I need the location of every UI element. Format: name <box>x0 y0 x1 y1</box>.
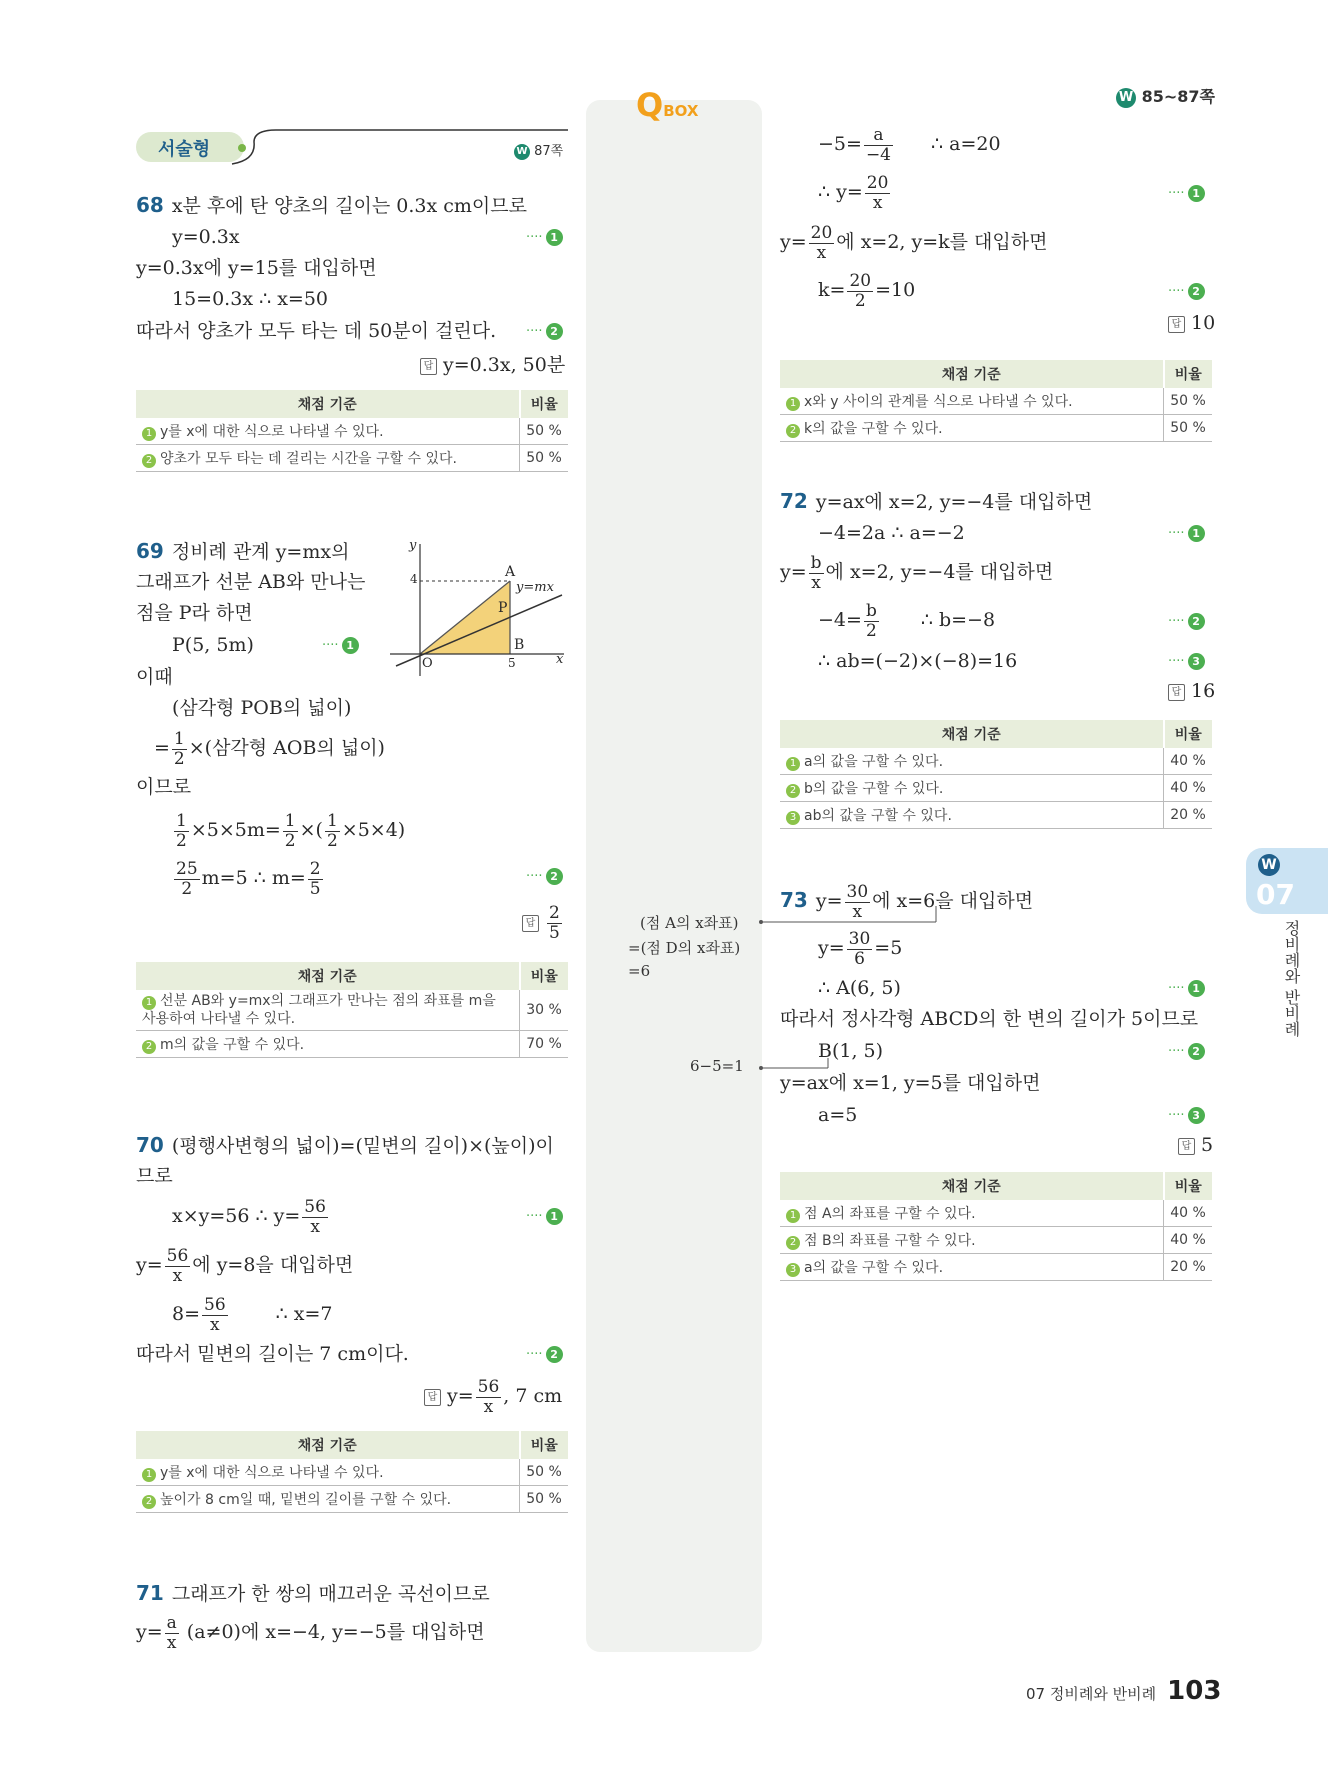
fraction: $\frac{2}{5}$ <box>309 858 321 899</box>
ratio-head: 비율 <box>520 390 569 418</box>
p73-line5: B(1, 5) <box>818 1040 884 1062</box>
p69-line5: 이때 <box>136 666 173 688</box>
crit-item: 2 점 B의 좌표를 구할 수 있다. <box>780 1227 1164 1254</box>
crit-ratio: 50 % <box>1164 415 1213 442</box>
crit-ratio: 40 % <box>1164 748 1213 775</box>
p69-line7: = $\frac{1}{2}$ ×(삼각형 AOB의 넓이) <box>154 728 385 769</box>
p68-text1: x분 후에 탄 양초의 길이는 0.3x cm이므로 <box>171 195 527 217</box>
p72-num: 72 <box>780 489 808 513</box>
step-marker: ···· 3 <box>1168 653 1205 670</box>
ratio-head: 비율 <box>520 962 569 990</box>
graph-label-x: x <box>556 652 564 667</box>
p70-line5: 8= $\frac{56}{x}$ ∴ x=7 <box>172 1294 333 1335</box>
p68-criteria-table <box>136 390 568 472</box>
ratio-head: 비율 <box>1164 720 1213 748</box>
graph-label-line: y=mx <box>516 580 554 595</box>
p73-answer: 답 5 <box>1178 1134 1213 1156</box>
p73-side-note2: =(점 D의 x좌표) <box>628 939 741 957</box>
p72-line1: 72 y=ax에 x=2, y=−4를 대입하면 <box>780 489 1093 513</box>
crit-item: 2 b의 값을 구할 수 있다. <box>780 775 1164 802</box>
crit-item: 2 m의 값을 구할 수 있다. <box>136 1031 520 1058</box>
fraction: $\frac{1}{2}$ <box>326 810 338 851</box>
crit-ratio: 50 % <box>520 418 569 445</box>
p68-line4: 15=0.3x ∴ x=50 <box>172 288 329 310</box>
answer-icon: 답 <box>522 915 539 932</box>
p72-line2: −4=2a ∴ a=−2 <box>818 522 965 544</box>
answer-icon: 답 <box>424 1389 441 1406</box>
step-marker: ···· 2 <box>526 323 563 340</box>
p73-num: 73 <box>780 888 808 912</box>
p69-line2: 그래프가 선분 AB와 만나는 <box>136 571 366 593</box>
crit-ratio: 50 % <box>1164 388 1213 415</box>
p69-graph <box>388 540 568 680</box>
crit-item: 2 k의 값을 구할 수 있다. <box>780 415 1164 442</box>
section-banner <box>136 128 568 166</box>
p71-right-line2: ∴ y= $\frac{20}{x}$ <box>818 172 889 213</box>
p71-answer: 답 10 <box>1168 312 1215 334</box>
p71-line1 <box>136 1580 490 1607</box>
p68-line5: 따라서 양초가 모두 타는 데 50분이 걸린다. <box>136 320 497 342</box>
graph-label-b: B <box>514 637 525 653</box>
p73-line7: a=5 <box>818 1104 858 1126</box>
p71-num: 71 <box>136 1581 164 1605</box>
p70-line4: y= $\frac{56}{x}$ 에 y=8을 대입하면 <box>136 1245 354 1286</box>
step-marker: ···· 1 <box>526 1208 563 1225</box>
step-marker: ···· 2 <box>1168 1043 1205 1060</box>
p69-text1: 정비례 관계 y=mx의 <box>171 541 350 563</box>
p71-right-line3: y= $\frac{20}{x}$ 에 x=2, y=k를 대입하면 <box>780 222 1048 263</box>
step-marker: ···· 1 <box>1168 980 1205 997</box>
step-marker: ···· 2 <box>526 868 563 885</box>
crit-item: 2 높이가 8 cm일 때, 밑변의 길이를 구할 수 있다. <box>136 1486 520 1513</box>
crit-ratio: 40 % <box>1164 1227 1213 1254</box>
footer <box>1026 1676 1221 1706</box>
step-marker: ···· 1 <box>1168 525 1205 542</box>
p70-line2: 므로 <box>136 1165 173 1187</box>
p71-text1: 그래프가 한 쌍의 매끄러운 곡선이므로 <box>171 1583 490 1605</box>
ratio-head: 비율 <box>520 1431 569 1459</box>
crit-head: 채점 기준 <box>136 962 520 990</box>
p68-num: 68 <box>136 193 164 217</box>
p69-line8: 이므로 <box>136 776 192 798</box>
p72-criteria-table <box>780 720 1212 829</box>
p69-line6: (삼각형 POB의 넓이) <box>172 697 352 719</box>
p73-line3: ∴ A(6, 5) <box>818 977 901 999</box>
graph-label-p: P <box>498 600 508 616</box>
crit-ratio: 40 % <box>1164 775 1213 802</box>
ratio-head: 비율 <box>1164 360 1213 388</box>
crit-ratio: 40 % <box>1164 1200 1213 1227</box>
crit-head: 채점 기준 <box>780 360 1164 388</box>
answer-icon: 답 <box>420 358 437 375</box>
crit-head: 채점 기준 <box>780 1172 1164 1200</box>
page-ref-text: 85~87쪽 <box>1141 87 1215 106</box>
p69-line4: P(5, 5m) <box>172 634 254 656</box>
step-marker: ···· 3 <box>1168 1107 1205 1124</box>
p68-answer-text: y=0.3x, 50분 <box>443 354 566 376</box>
p69-criteria-table <box>136 962 568 1058</box>
graph-label-a: A <box>505 564 516 580</box>
answer-icon: 답 <box>1168 684 1185 701</box>
p70-criteria-table <box>136 1431 568 1513</box>
crit-item: 1 a의 값을 구할 수 있다. <box>780 748 1164 775</box>
w-logo-icon: W <box>1116 88 1136 108</box>
p71-right-line1: −5= $\frac{a}{-4}$ ∴ a=20 <box>818 124 1001 165</box>
p70-line3: x×y=56 ∴ y= $\frac{56}{x}$ <box>172 1196 326 1237</box>
crit-head: 채점 기준 <box>136 1431 520 1459</box>
crit-ratio: 70 % <box>520 1031 569 1058</box>
footer-page-number: 103 <box>1167 1676 1222 1706</box>
p73-side-note3: =6 <box>628 962 651 980</box>
step-marker: ···· 2 <box>526 1346 563 1363</box>
p69-line9: $\frac{1}{2}$ ×5×5m= $\frac{1}{2}$ ×( $\frac{1}{2}$ ×5×4) <box>176 810 406 851</box>
qbox-logo <box>636 86 698 124</box>
crit-ratio: 20 % <box>1164 1254 1213 1281</box>
step-marker: ···· 2 <box>1168 613 1205 630</box>
p71-criteria-table <box>780 360 1212 442</box>
tab-w-icon: W <box>1258 854 1280 876</box>
crit-ratio: 50 % <box>520 1486 569 1513</box>
p70-text1: (평행사변형의 넓이)=(밑변의 길이)×(높이)이 <box>171 1135 554 1157</box>
p72-line4: −4= $\frac{b}{2}$ ∴ b=−8 <box>818 600 996 641</box>
p72-line5: ∴ ab=(−2)×(−8)=16 <box>818 650 1018 672</box>
tab-label: 정비례와 반비례 <box>1282 920 1301 1038</box>
p73-line4: 따라서 정사각형 ABCD의 한 변의 길이가 5이므로 <box>780 1008 1199 1030</box>
crit-item: 1 선분 AB와 y=mx의 그래프가 만나는 점의 좌표를 m을 사용하여 나타낼 수 있다. <box>136 990 520 1031</box>
crit-head: 채점 기준 <box>136 390 520 418</box>
p73-leader-lines <box>756 900 946 1070</box>
p68-line2: y=0.3x <box>172 226 240 248</box>
tab-num: 07 <box>1256 878 1295 911</box>
crit-ratio: 50 % <box>520 445 569 472</box>
graph-label-o: O <box>422 656 433 671</box>
p68-answer <box>420 350 565 377</box>
footer-chapter: 07 정비례와 반비례 <box>1026 1685 1157 1703</box>
fraction: $\frac{25}{2}$ <box>176 858 198 899</box>
crit-ratio: 20 % <box>1164 802 1213 829</box>
crit-item: 1 x와 y 사이의 관계를 식으로 나타낼 수 있다. <box>780 388 1164 415</box>
p70-line1 <box>136 1132 554 1159</box>
fraction: $\frac{1}{2}$ <box>176 810 187 851</box>
p70-num: 70 <box>136 1133 164 1157</box>
p70-line6: 따라서 밑변의 길이는 7 cm이다. <box>136 1343 409 1365</box>
p73-side-note1: (점 A의 x좌표) <box>640 914 739 932</box>
graph-label-y: y <box>409 538 417 553</box>
graph-label-4: 4 <box>410 572 418 586</box>
fraction: $\frac{1}{2}$ <box>173 728 185 769</box>
p73-side-note4: 6−5=1 <box>690 1057 744 1075</box>
ratio-head: 비율 <box>1164 1172 1213 1200</box>
p73-line6: y=ax에 x=1, y=5를 대입하면 <box>780 1072 1041 1094</box>
step-marker: ···· 1 <box>1168 185 1205 202</box>
crit-item: 2 양초가 모두 타는 데 걸리는 시간을 구할 수 있다. <box>136 445 520 472</box>
p68-line1 <box>136 192 527 219</box>
p69-line1 <box>136 538 349 565</box>
qbox-text: BOX <box>663 102 699 120</box>
p69-answer: 답 $\frac{2}{5}$ <box>522 904 564 943</box>
p71-right-line4: k= $\frac{20}{2}$ =10 <box>818 270 916 311</box>
crit-item: 3 a의 값을 구할 수 있다. <box>780 1254 1164 1281</box>
p70-answer: 답 y= $\frac{56}{x}$ , 7 cm <box>424 1376 562 1417</box>
p69-num: 69 <box>136 539 164 563</box>
crit-item: 3 ab의 값을 구할 수 있다. <box>780 802 1164 829</box>
crit-ratio: 30 % <box>520 990 569 1031</box>
step-marker: ···· 2 <box>1168 283 1205 300</box>
p72-answer: 답 16 <box>1168 680 1215 702</box>
crit-ratio: 50 % <box>520 1459 569 1486</box>
qbox-middle-column <box>586 100 762 1652</box>
page-ref <box>1116 84 1215 108</box>
chapter-tab <box>1246 848 1328 914</box>
crit-item: 1 y를 x에 대한 식으로 나타낼 수 있다. <box>136 418 520 445</box>
step-marker: ···· 1 <box>322 637 359 654</box>
p68-line3: y=0.3x에 y=15를 대입하면 <box>136 257 377 279</box>
section-ref <box>514 140 563 160</box>
graph-label-5: 5 <box>508 656 516 670</box>
p69-line10: $\frac{25}{2}$ m=5 ∴ m= $\frac{2}{5}$ <box>176 858 321 899</box>
qbox-q: Q <box>636 86 664 124</box>
p73-line1: 73 y= $\frac{30}{x}$ 에 x=6을 대입하면 <box>780 881 1034 922</box>
p71-line2: y= $\frac{a}{x}$ (a≠0)에 x=−4, y=−5를 대입하면 <box>136 1612 485 1653</box>
answer-icon: 답 <box>1168 316 1185 333</box>
fraction: $\frac{1}{2}$ <box>284 810 296 851</box>
section-title: 서술형 <box>158 139 211 160</box>
w-logo-icon: W <box>514 144 530 160</box>
answer-icon: 답 <box>1178 1138 1195 1155</box>
p72-line3: y= $\frac{b}{x}$ 에 x=2, y=−4를 대입하면 <box>780 552 1054 593</box>
p69-line3: 점을 P라 하면 <box>136 602 253 624</box>
crit-item: 1 y를 x에 대한 식으로 나타낼 수 있다. <box>136 1459 520 1486</box>
p73-criteria-table <box>780 1172 1212 1281</box>
crit-head: 채점 기준 <box>780 720 1164 748</box>
section-ref-text: 87쪽 <box>534 144 564 159</box>
step-marker: ···· 1 <box>526 229 563 246</box>
crit-item: 1 점 A의 좌표를 구할 수 있다. <box>780 1200 1164 1227</box>
p73-line2: y= $\frac{30}{6}$ =5 <box>818 928 903 969</box>
